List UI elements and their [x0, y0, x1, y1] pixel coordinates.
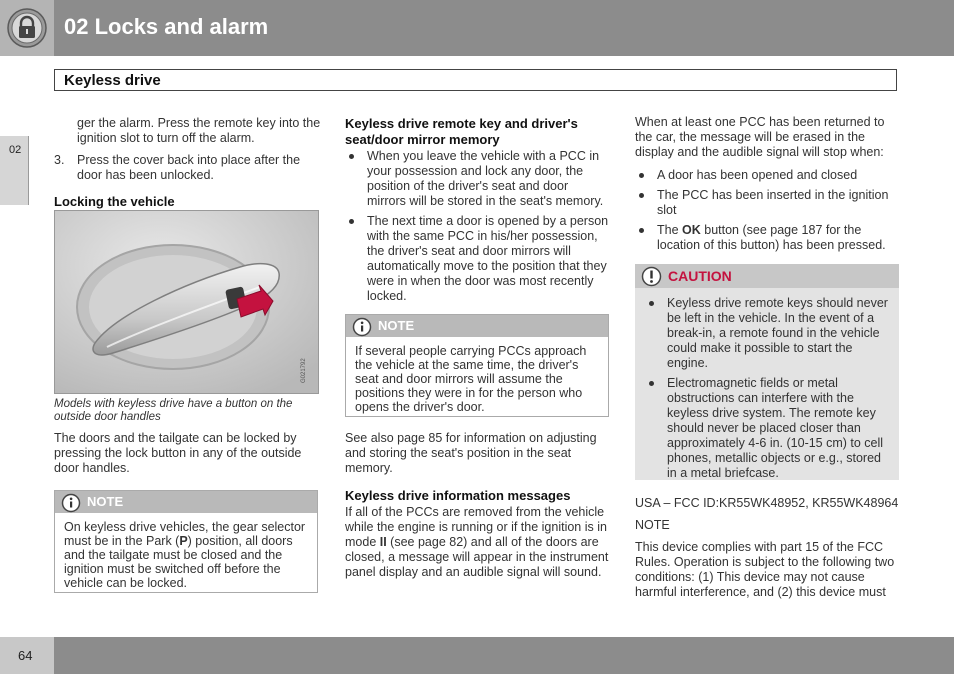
footer-bar [0, 637, 954, 674]
note-text: On keyless drive vehicles, the gear selector must be in the Park (P) position, all doors and the tailgate must be closed and the ignition must be switched off before the vehicle can be locked. [64, 520, 306, 590]
figure-id-label: G021792 [301, 358, 307, 383]
list-item: Keyless drive remote keys should never be left in the vehicle. In the event of a break-in, a remote found in the vehicle could make it possible to start the engine. [645, 296, 889, 371]
step-number: 3. [54, 153, 65, 167]
list-item: When you leave the vehicle with a PCC in your possession and lock any door, the position of the driver's seat and door mirrors will be stored in the seat's memory. [345, 149, 609, 209]
lock-icon [0, 0, 54, 56]
locking-paragraph: The doors and the tailgate can be locked by pressing the lock button in any of the outside door handles. [54, 431, 302, 475]
caution-header [635, 264, 899, 288]
section-title: Keyless drive [64, 72, 161, 89]
chapter-side-tab-label: 02 [9, 144, 22, 156]
pcc-conditions-list [635, 168, 901, 258]
note-title: NOTE [87, 494, 124, 509]
door-handle-figure [54, 210, 319, 394]
list-item: Electromagnetic fields or metal obstructions can interfere with the keyless drive system. The remote key should never be placed closer than approximately 4-6 in. (10-15 cm) to cell phones, metallic objects or e.g., stored in a metal briefcase. [645, 376, 889, 481]
page-number: 64 [18, 648, 33, 663]
note-header [346, 315, 608, 337]
note-text: If several people carrying PCCs approach the vehicle at the same time, the driver's seat and door mirrors will assume the positions they were in for the person who opens the driver's door. [355, 344, 587, 414]
see-also-paragraph: See also page 85 for information on adjusting and storing the seat's position in the seat memory. [345, 431, 597, 475]
pcc-returned-paragraph: When at least one PCC has been returned to the car, the message will be erased in the display and the audible signal will stop when: [635, 115, 885, 159]
section-title-box [54, 69, 897, 91]
info-icon [61, 493, 81, 513]
list-item: A door has been opened and closed [635, 168, 901, 183]
heading-info-messages: Keyless drive information messages [345, 488, 571, 503]
note-box-memory [345, 314, 609, 417]
fcc-note-label: NOTE [635, 518, 670, 532]
info-messages-paragraph: If all of the PCCs are removed from the vehicle while the engine is running or if the ignition is in mode II (see page 82) and all of the doors are closed, a message will appear in the instrument panel display and an audible signal will sound. [345, 505, 609, 579]
fcc-compliance-text: This device complies with part 15 of the FCC Rules. Operation is subject to the following two conditions: (1) This device may not cause harmful interference, and (2) this device must [635, 540, 895, 599]
note-title: NOTE [378, 318, 415, 333]
chapter-icon-box [0, 0, 54, 56]
info-icon [352, 317, 372, 337]
note-header [55, 491, 317, 513]
caution-box [635, 264, 899, 480]
warning-icon [641, 266, 662, 287]
list-item: The OK button (see page 187 for the location of this button) has been pressed. [635, 223, 901, 253]
caution-bullet-list [635, 288, 899, 481]
figure-caption: Models with keyless drive have a button on the outside door handles [54, 398, 293, 423]
continuation-text: ger the alarm. Press the remote key into the ignition slot to turn off the alarm. [77, 116, 321, 145]
step-text: Press the cover back into place after the door has been unlocked. [77, 153, 301, 182]
list-item: The next time a door is opened by a person with the same PCC in his/her possession, the driver's seat and door mirrors will automatically move to the position that they were in when the door was most recently locked. [345, 214, 609, 304]
memory-bullet-list [345, 149, 609, 309]
fcc-id-text: USA – FCC ID:KR55WK48952, KR55WK48964 [635, 496, 899, 510]
chapter-title: 02 Locks and alarm [64, 14, 269, 39]
note-box-locking [54, 490, 318, 593]
door-handle-illustration [55, 211, 319, 394]
heading-key-memory: Keyless drive remote key and driver's seat/door mirror memory [345, 116, 578, 147]
heading-locking-vehicle: Locking the vehicle [54, 194, 175, 209]
list-item: The PCC has been inserted in the ignition slot [635, 188, 901, 218]
caution-title: CAUTION [668, 268, 732, 284]
